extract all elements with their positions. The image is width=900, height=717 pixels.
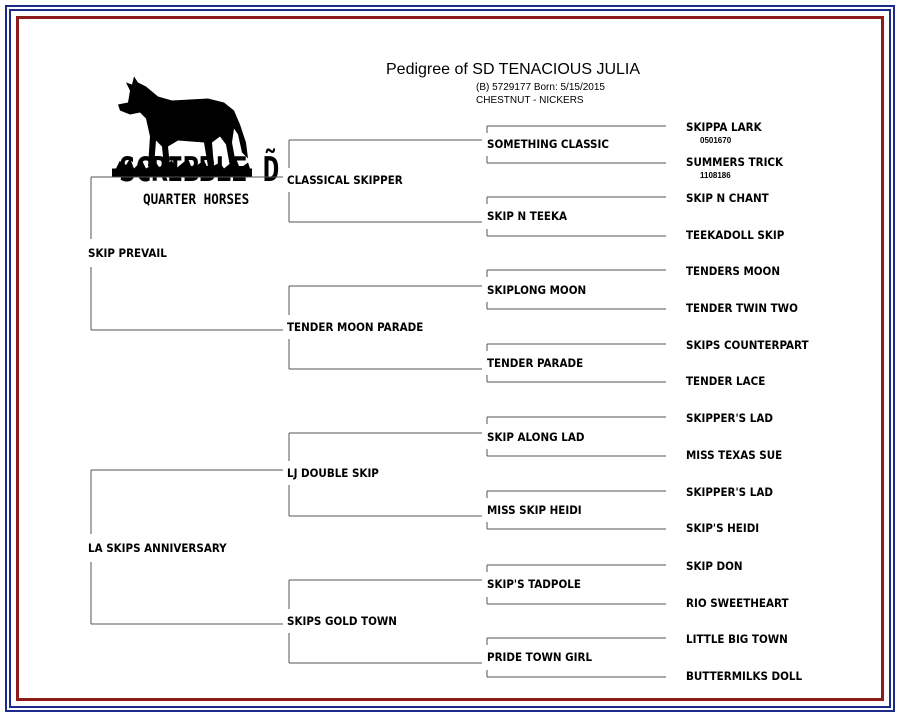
grandparent-name: TENDER MOON PARADE	[287, 320, 424, 334]
g3-ancestor-name: SUMMERS TRICK	[686, 155, 784, 169]
g3-ancestor-name: TEEKADOLL SKIP	[686, 228, 785, 242]
grandparent-name: CLASSICAL SKIPPER	[287, 173, 403, 187]
g3-ancestor-name: SKIPPER'S LAD	[686, 485, 773, 499]
g3-ancestor-name: SKIPS COUNTERPART	[686, 338, 809, 352]
great-grandparent-name: SKIPLONG MOON	[487, 283, 587, 297]
g3-ancestor-name: RIO SWEETHEART	[686, 596, 789, 610]
g3-ancestor-name: TENDERS MOON	[686, 264, 781, 278]
great-grandparent-name: MISS SKIP HEIDI	[487, 503, 582, 517]
grandparent-name: LJ DOUBLE SKIP	[287, 466, 379, 480]
brand-subtitle: QUARTER HORSES	[143, 192, 250, 208]
color-line: CHESTNUT - NICKERS	[476, 95, 584, 106]
great-grandparent-name: SKIP ALONG LAD	[487, 430, 585, 444]
g3-ancestor-name: SKIPPA LARK	[686, 120, 762, 134]
g3-ancestor-name: TENDER TWIN TWO	[686, 301, 798, 315]
g3-ancestor-name: SKIP N CHANT	[686, 191, 769, 205]
great-grandparent-name: SKIP'S TADPOLE	[487, 577, 581, 591]
dam-name: LA SKIPS ANNIVERSARY	[88, 541, 227, 555]
grandparent-name: SKIPS GOLD TOWN	[287, 614, 397, 628]
g3-ancestor-name: SKIP'S HEIDI	[686, 521, 760, 535]
great-grandparent-name: TENDER PARADE	[487, 356, 584, 370]
g3-registration-number: 0501670	[700, 136, 732, 145]
g3-ancestor-name: BUTTERMILKS DOLL	[686, 669, 803, 683]
registration-line: (B) 5729177 Born: 5/15/2015	[476, 82, 605, 93]
g3-ancestor-name: LITTLE BIG TOWN	[686, 632, 788, 646]
g3-ancestor-name: SKIPPER'S LAD	[686, 411, 773, 425]
sire-name: SKIP PREVAIL	[88, 246, 167, 260]
g3-ancestor-name: SKIP DON	[686, 559, 743, 573]
g3-ancestor-name: MISS TEXAS SUE	[686, 448, 783, 462]
g3-registration-number: 1108186	[700, 171, 731, 180]
great-grandparent-name: SOMETHING CLASSIC	[487, 137, 609, 151]
brand-name: SCRIBBLE D̃	[119, 150, 279, 190]
g3-ancestor-name: TENDER LACE	[686, 374, 766, 388]
great-grandparent-name: PRIDE TOWN GIRL	[487, 650, 593, 664]
pedigree-title: Pedigree of SD TENACIOUS JULIA	[386, 61, 641, 78]
great-grandparent-name: SKIP N TEEKA	[487, 209, 567, 223]
